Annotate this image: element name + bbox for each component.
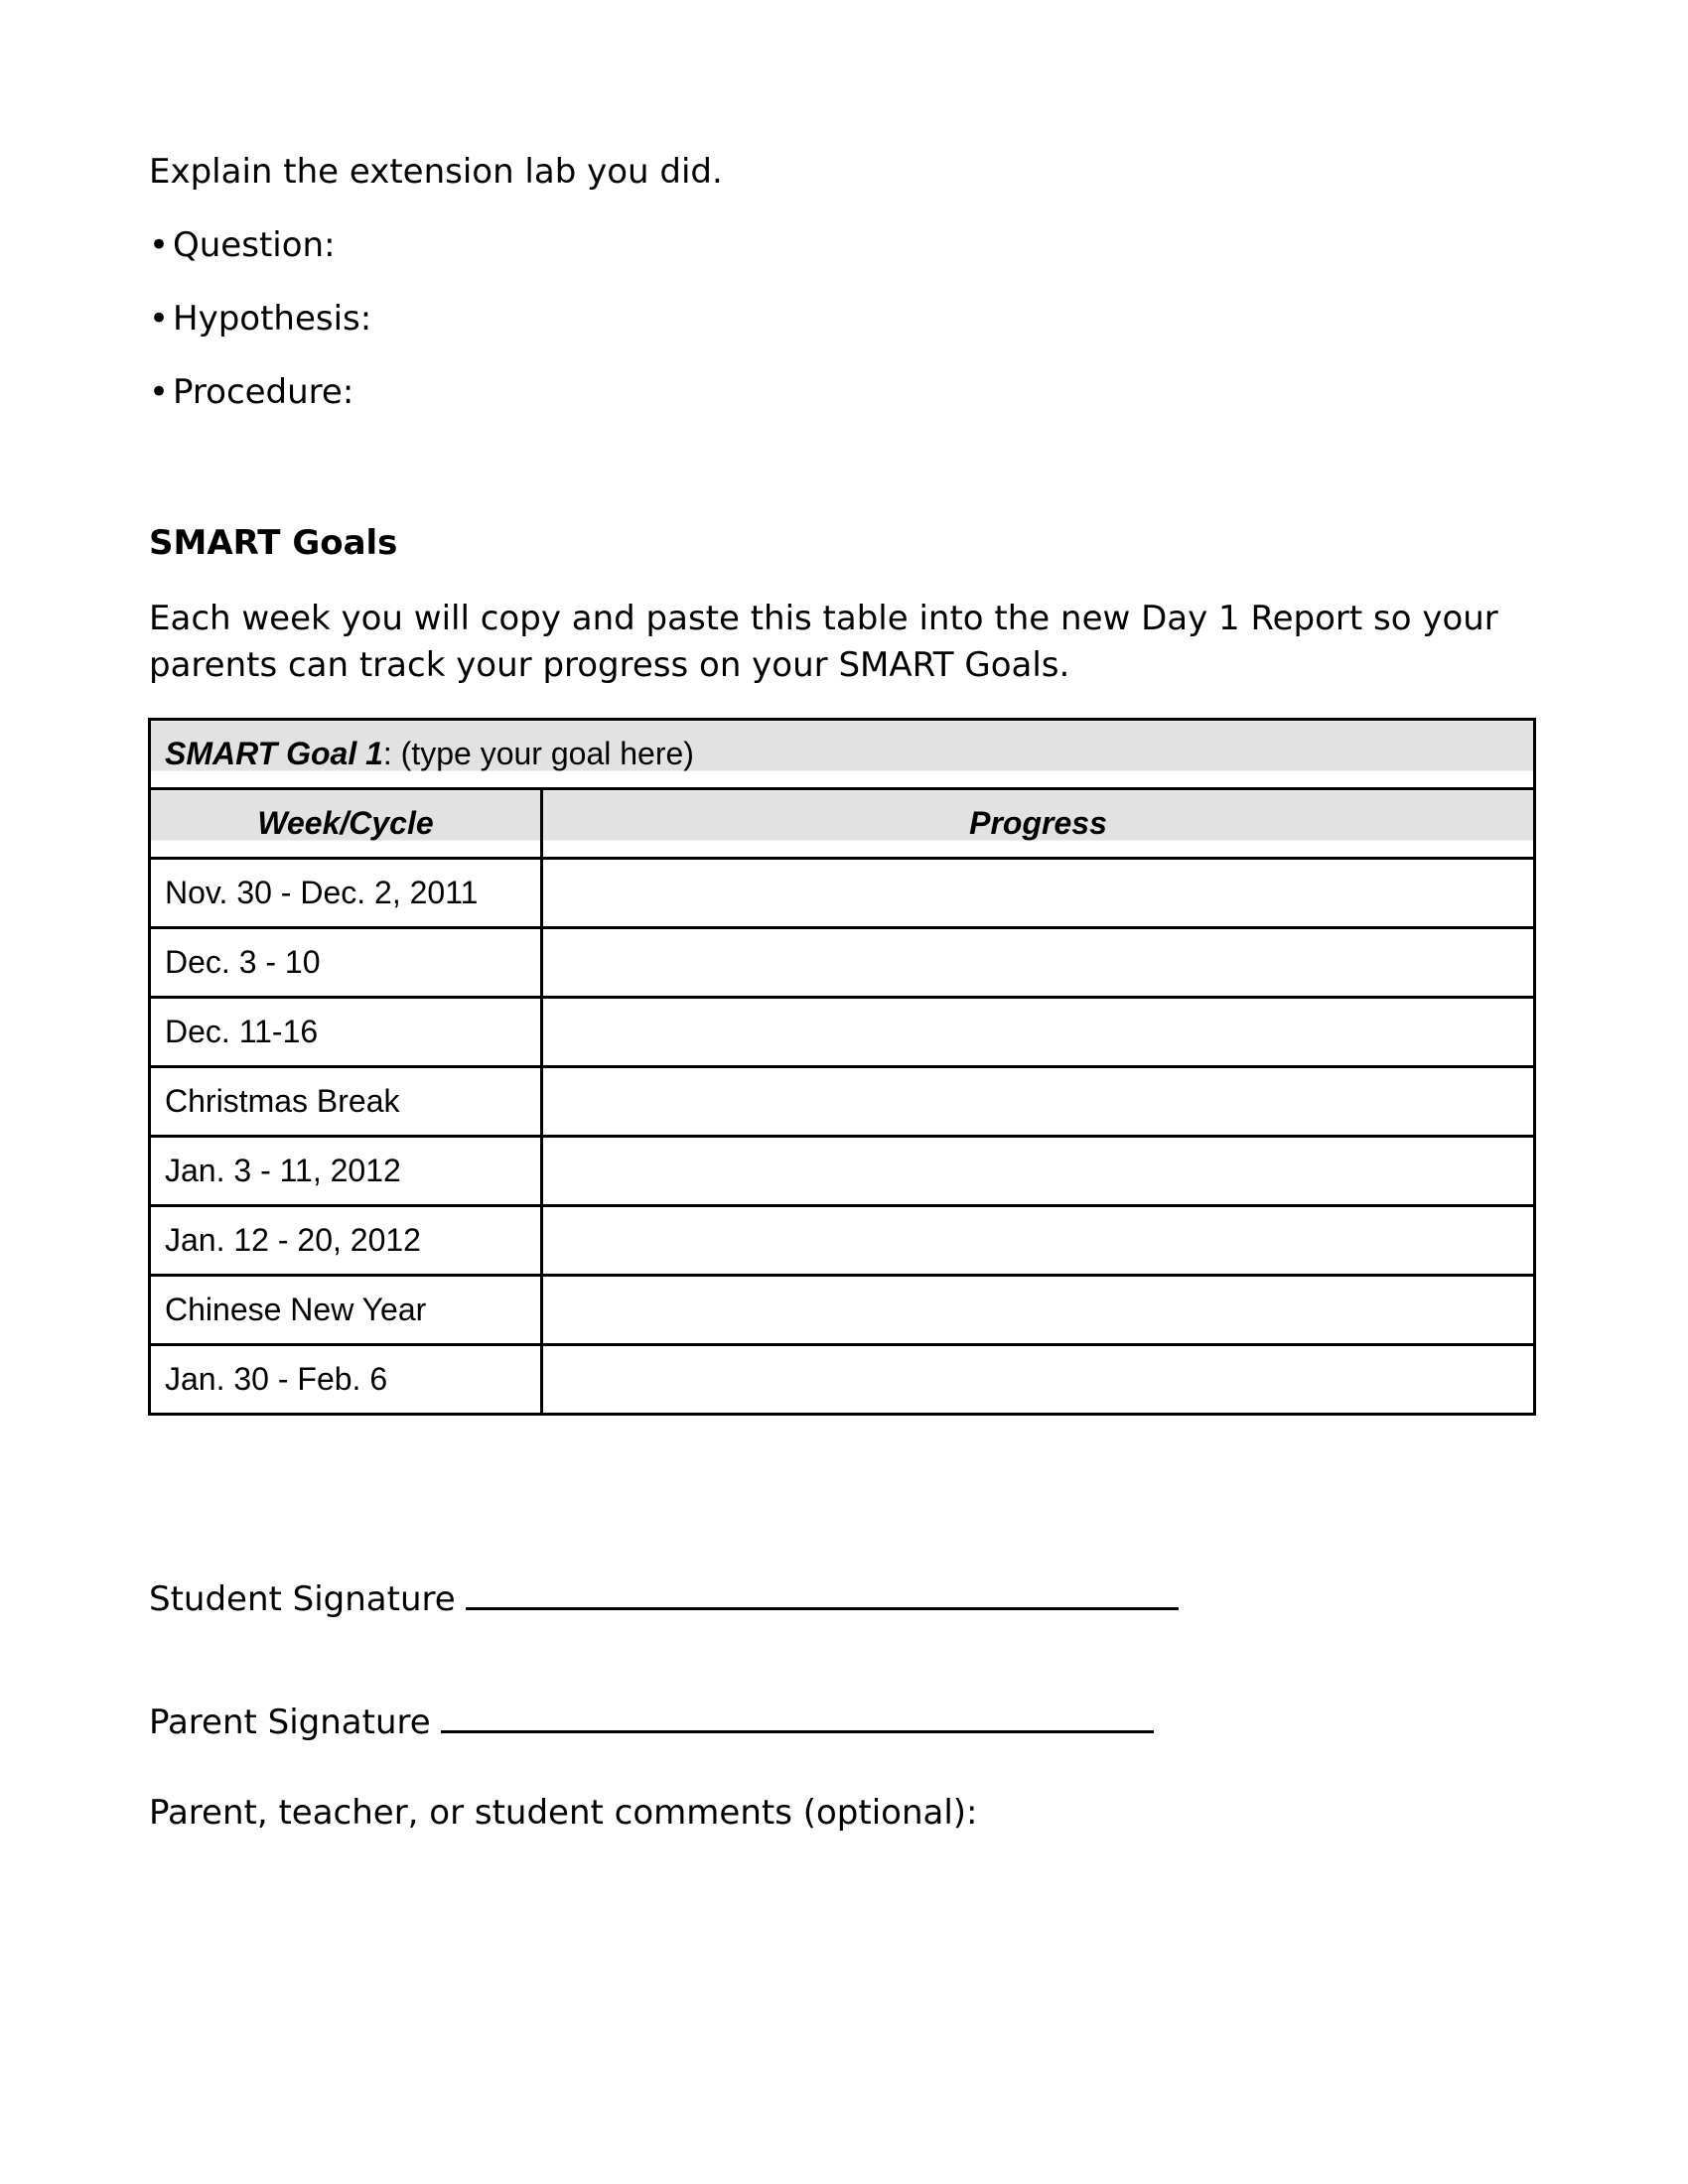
- student-signature-line[interactable]: [466, 1573, 1179, 1610]
- week-cell: Jan. 12 - 20, 2012: [150, 1206, 542, 1276]
- table-header-row: [150, 789, 1535, 859]
- bullet-procedure-label: Procedure:: [173, 372, 354, 412]
- header-progress: Progress: [542, 789, 1535, 859]
- table-row: [150, 1137, 1535, 1206]
- bullet-question: [149, 222, 336, 268]
- extension-lab-prompt: Explain the extension lab you did.: [149, 152, 723, 192]
- progress-cell[interactable]: [542, 1345, 1535, 1415]
- smart-goals-paragraph: Each week you will copy and paste this table into the new Day 1 Report so your parents can track your progress on your SMART Goals.: [149, 599, 1498, 685]
- progress-cell[interactable]: [542, 859, 1535, 928]
- progress-cell[interactable]: [542, 1137, 1535, 1206]
- progress-cell[interactable]: [542, 1276, 1535, 1345]
- student-signature: [149, 1573, 1179, 1622]
- parent-signature: [149, 1697, 1154, 1745]
- bullet-icon: •: [149, 372, 170, 412]
- week-cell: Jan. 30 - Feb. 6: [150, 1345, 542, 1415]
- table-row: [150, 928, 1535, 998]
- header-week-cycle: Week/Cycle: [150, 789, 542, 859]
- progress-cell[interactable]: [542, 1206, 1535, 1276]
- bullet-icon: •: [149, 299, 170, 339]
- bullet-hypothesis: [149, 296, 371, 341]
- goal-title-placeholder: : (type your goal here): [382, 736, 694, 771]
- table-row: [150, 1345, 1535, 1415]
- table-row: [150, 1276, 1535, 1345]
- table-row: [150, 1067, 1535, 1137]
- smart-goals-heading: SMART Goals: [149, 523, 398, 563]
- student-signature-label: Student Signature: [149, 1579, 456, 1619]
- table-row: [150, 1206, 1535, 1276]
- week-cell: Jan. 3 - 11, 2012: [150, 1137, 542, 1206]
- progress-cell[interactable]: [542, 928, 1535, 998]
- table-row: [150, 859, 1535, 928]
- progress-cell[interactable]: [542, 998, 1535, 1067]
- week-cell: Christmas Break: [150, 1067, 542, 1137]
- progress-cell[interactable]: [542, 1067, 1535, 1137]
- parent-signature-label: Parent Signature: [149, 1703, 431, 1742]
- smart-goal-table: [148, 718, 1536, 1416]
- bullet-icon: •: [149, 225, 170, 265]
- table-row: [150, 998, 1535, 1067]
- comments-label: Parent, teacher, or student comments (optional):: [149, 1793, 978, 1833]
- goal-title-bold: SMART Goal 1: [165, 736, 383, 771]
- bullet-hypothesis-label: Hypothesis:: [173, 299, 372, 339]
- bullet-procedure: [149, 369, 353, 415]
- week-cell: Chinese New Year: [150, 1276, 542, 1345]
- bullet-question-label: Question:: [173, 225, 336, 265]
- table-title-cell[interactable]: [150, 720, 1535, 789]
- table-title-row: [150, 720, 1535, 789]
- parent-signature-line[interactable]: [441, 1697, 1154, 1733]
- week-cell: Nov. 30 - Dec. 2, 2011: [150, 859, 542, 928]
- week-cell: Dec. 3 - 10: [150, 928, 542, 998]
- week-cell: Dec. 11-16: [150, 998, 542, 1067]
